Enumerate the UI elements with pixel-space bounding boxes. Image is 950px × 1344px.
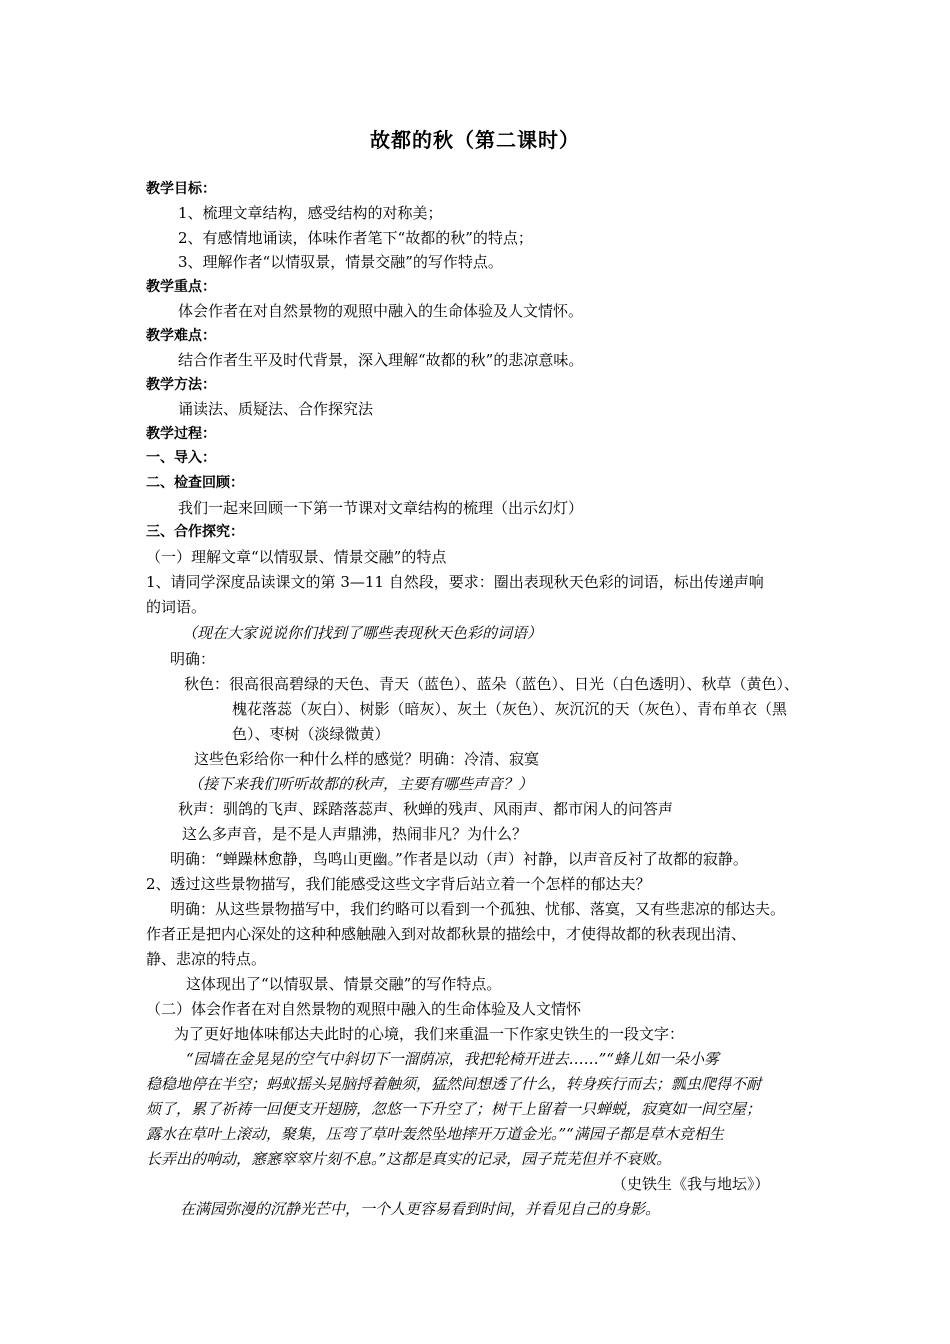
- part-1-heading: （一）理解文章“以情驭景、情景交融”的特点: [146, 548, 447, 566]
- section-3-heading: 三、合作探究：: [146, 524, 244, 540]
- quote-line-2: 稳稳地停在半空；蚂蚁摇头晃脑捋着触须，猛然间想透了什么，转身疾行而去；瓢虫爬得不耐: [146, 1075, 762, 1093]
- objectives-heading: 教学目标：: [146, 181, 216, 197]
- question-1-line-2: 的词语。: [146, 598, 207, 616]
- sounds-question: 这么多声音，是不是人声鼎沸，热闹非凡？为什么？: [182, 825, 528, 843]
- quote-line-4: 露水在草叶上滚动，聚集，压弯了草叶轰然坠地摔开万道金光。”“满园子都是草木竞相生: [146, 1125, 724, 1143]
- question-2-answer-3: 静、悲凉的特点。: [146, 950, 267, 968]
- key-point-heading: 教学重点：: [146, 279, 216, 295]
- objective-item-1: 1、梳理文章结构，感受结构的对称美；: [178, 204, 443, 222]
- section-1-heading: 一、导入：: [146, 450, 216, 466]
- quote-source: （史铁生《我与地坛》）: [612, 1175, 770, 1193]
- part-2-intro: 为了更好地体味郁达夫此时的心境，我们来重温一下作家史铁生的一段文字：: [174, 1025, 685, 1043]
- section-2-heading: 二、检查回顾：: [146, 475, 244, 491]
- sounds-prompt: （接下来我们听听故都的秋声，主要有哪些声音？）: [188, 775, 534, 793]
- closing-line: 在满园弥漫的沉静光芒中，一个人更容易看到时间，并看见自己的身影。: [180, 1200, 661, 1218]
- process-heading: 教学过程：: [146, 426, 216, 442]
- document-title: 故都的秋（第二课时）: [370, 128, 580, 152]
- difficulty-text: 结合作者生平及时代背景，深入理解“故都的秋”的悲凉意味。: [178, 351, 584, 369]
- sounds-list: 秋声：驯鸽的飞声、踩踏落蕊声、秋蝉的残声、风雨声、都市闲人的问答声: [178, 800, 674, 818]
- objective-item-2: 2、有感情地诵读，体味作者笔下“故都的秋”的特点；: [178, 229, 533, 247]
- objective-item-3: 3、理解作者“以情驭景，情景交融”的写作特点。: [178, 253, 503, 271]
- difficulty-heading: 教学难点：: [146, 328, 216, 344]
- question-2-answer-1: 明确：从这些景物描写中，我们约略可以看到一个孤独、忧郁、落寞，又有些悲凉的郁达夫。: [170, 900, 786, 918]
- mingque-label: 明确：: [170, 650, 216, 668]
- colors-prompt: （现在大家说说你们找到了哪些表现秋天色彩的词语）: [182, 624, 543, 642]
- method-text: 诵读法、质疑法、合作探究法: [178, 400, 374, 418]
- part-2-heading: （二）体会作者在对自然景物的观照中融入的生命体验及人文情怀: [146, 1000, 582, 1018]
- colors-feeling: 这些色彩给你一种什么样的感觉？明确：冷清、寂寞: [194, 750, 540, 768]
- sounds-answer: 明确：“蝉躁林愈静，鸟鸣山更幽。”作者是以动（声）衬静，以声音反衬了故都的寂静。: [170, 850, 748, 868]
- question-2-summary: 这体现出了“以情驭景、情景交融”的写作特点。: [186, 975, 502, 993]
- quote-line-3: 烦了，累了祈祷一回便支开翅膀，忽悠一下升空了；树干上留着一只蝉蜕，寂寞如一间空屋；: [146, 1100, 762, 1118]
- question-1-line-1: 1、请同学深度品读课文的第 3—11 自然段，要求：圈出表现秋天色彩的词语，标出传递声响: [146, 573, 764, 591]
- quote-line-1: “园墙在金晃晃的空气中斜切下一溜荫凉，我把轮椅开进去……”“蜂儿如一朵小雾: [186, 1050, 720, 1068]
- question-2-answer-2: 作者正是把内心深处的这种种感触融入到对故都秋景的描绘中，才使得故都的秋表现出清、: [146, 925, 747, 943]
- key-point-text: 体会作者在对自然景物的观照中融入的生命体验及人文情怀。: [178, 302, 584, 320]
- method-heading: 教学方法：: [146, 377, 216, 393]
- colors-line-3: 色）、枣树（淡绿微黄）: [232, 725, 390, 743]
- colors-line-1: 秋色：很高很高碧绿的天色、青天（蓝色）、蓝朵（蓝色）、日光（白色透明）、秋草（黄色）、: [184, 675, 800, 693]
- quote-line-5: 长弄出的响动，窸窸窣窣片刻不息。”这都是真实的记录，园子荒芜但并不衰败。: [146, 1150, 672, 1168]
- section-2-text: 我们一起来回顾一下第一节课对文章结构的梳理（出示幻灯）: [178, 499, 584, 517]
- question-2: 2、透过这些景物描写，我们能感受这些文字背后站立着一个怎样的郁达夫？: [146, 875, 651, 893]
- colors-line-2: 槐花落蕊（灰白）、树影（暗灰）、灰土（灰色）、灰沉沉的天（灰色）、青布单衣（黑: [232, 700, 788, 718]
